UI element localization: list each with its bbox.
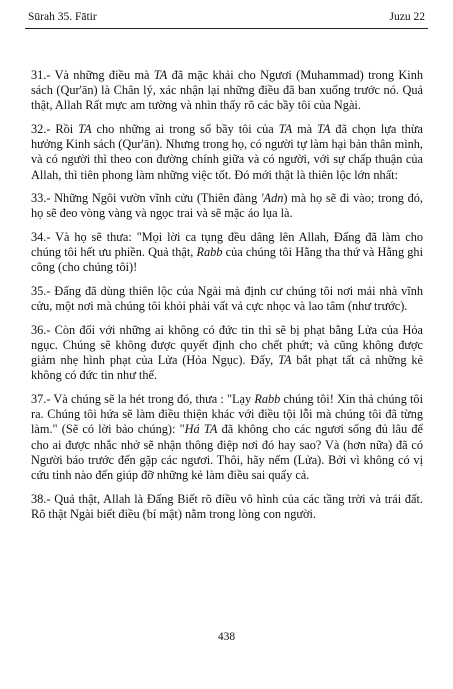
verse-text: ) mà họ sẽ đi vào; trong đó, họ sẽ đeo vòng vàng và ngọc trai và sẽ mặc áo lụa là. [31, 191, 423, 221]
verse-paragraph [31, 284, 423, 314]
verse-text: 36.- Còn đối với những ai không có đức tin thì sẽ bị phạt bằng Lửa của Hỏa ngục. Chúng sẽ không được quyết định cho chết phứt; và cũng không được giảm nhẹ hình phạt của Lửa (Hỏa Ngục). Đấy, [31, 322, 423, 368]
verse-italic-text: TA [153, 68, 168, 82]
verse-text: chúng tôi! Xin thả chúng tôi ra. Chúng tôi hứa sẽ làm điều thiện khác với điều tội lỗi mà chúng tôi đã từng làm." (Sẽ có lời bảo chúng): " [31, 392, 424, 437]
verse-italic-text: Há TA [184, 422, 218, 437]
verse-paragraph [31, 68, 423, 114]
verse-text: của chúng tôi Hằng tha thứ và Hằng ghi công (cho chúng tôi)! [31, 245, 423, 275]
verse-text: 38.- Quả thật, Allah là Đấng Biết rõ điều vô hình của các tầng trời và trái đất. Rõ thật Ngài biết điều (bí mật) nằm trong lòng con người. [31, 491, 423, 521]
verse-text: mà [292, 122, 318, 136]
verse-italic-text: TA [278, 353, 292, 368]
juzu-label: Juzu 22 [389, 11, 425, 23]
verse-paragraph [31, 392, 423, 483]
surah-title: Sūrah 35. Fātir [28, 11, 97, 23]
header-rule [25, 28, 428, 29]
verse-text: 33.- Những Ngôi vườn vĩnh cửu (Thiên đàng [31, 191, 261, 206]
verse-text: 32.- Rồi [31, 122, 79, 136]
verse-text: 35.- Đấng đã dùng thiên lộc của Ngài mà định cư chúng tôi nơi mái nhà vĩnh cửu, một nơi mà chúng tôi khỏi phải vất vả cực nhọc và lao tâm (như trước). [31, 284, 423, 314]
verse-paragraph [31, 191, 423, 221]
verse-text: 34.- Và họ sẽ thưa: "Mọi lời ca tụng đều dâng lên Allah, Đấng đã làm cho chúng tôi hết ưu phiền. Quả thật, [31, 230, 423, 260]
verse-italic-text: Rabb [254, 392, 281, 406]
verse-paragraph [31, 323, 423, 384]
running-header [28, 9, 425, 25]
verse-italic-text: TA [317, 122, 331, 136]
verse-list [31, 68, 423, 530]
verse-text: 37.- Và chúng sẽ la hét trong đó, thưa : "Lạy [31, 392, 255, 406]
verse-text: đã mặc khải cho Ngươi (Muhammad) trong Kinh sách (Qur'ān) là Chân lý, xác nhận lại những điều đã ban xuống trước nó. Quả thật, Allah Rất mực am tường và nhìn thấy rõ các bầy tôi của Ngài. [31, 68, 423, 113]
verse-italic-text: Rabb [196, 245, 223, 260]
verse-text: bắt phạt tất cả những kẻ không có đức tin như thế. [31, 353, 423, 383]
verse-text: đã không cho các ngươi sống đủ lâu để cho ai được nhắc nhở sẽ nhận thông điệp nơi đó hay sao? Và (hơn nữa) đã có Người báo trước đến gặp các ngươi. Thôi, hãy nếm (Lửa). Bởi vì không có vị cứu tinh nào đến giúp đỡ những kẻ làm điều sai quấy cả. [31, 422, 424, 483]
verse-italic-text: TA [278, 122, 293, 136]
verse-paragraph [31, 492, 423, 522]
page-number: 438 [217, 631, 236, 643]
verse-italic-text: TA [78, 122, 92, 136]
verse-text: đã chọn lựa thừa hưởng Kinh sách (Qur'ān). Nhưng trong họ, có người tự làm hại bản thân mình, và có người thì theo con đường chính giữa và có người, với sự chấp thuận của Allah, thì tiên phong làm những việc tốt. Đó mới thật là thiên lộc lớn nhất: [31, 122, 424, 182]
verse-paragraph [31, 122, 423, 183]
verse-text: cho những ai trong số bầy tôi của [91, 122, 279, 136]
verse-text: 31.- Và những điều mà [31, 68, 154, 82]
verse-italic-text: 'Adn [260, 191, 284, 206]
verse-paragraph [31, 230, 423, 276]
